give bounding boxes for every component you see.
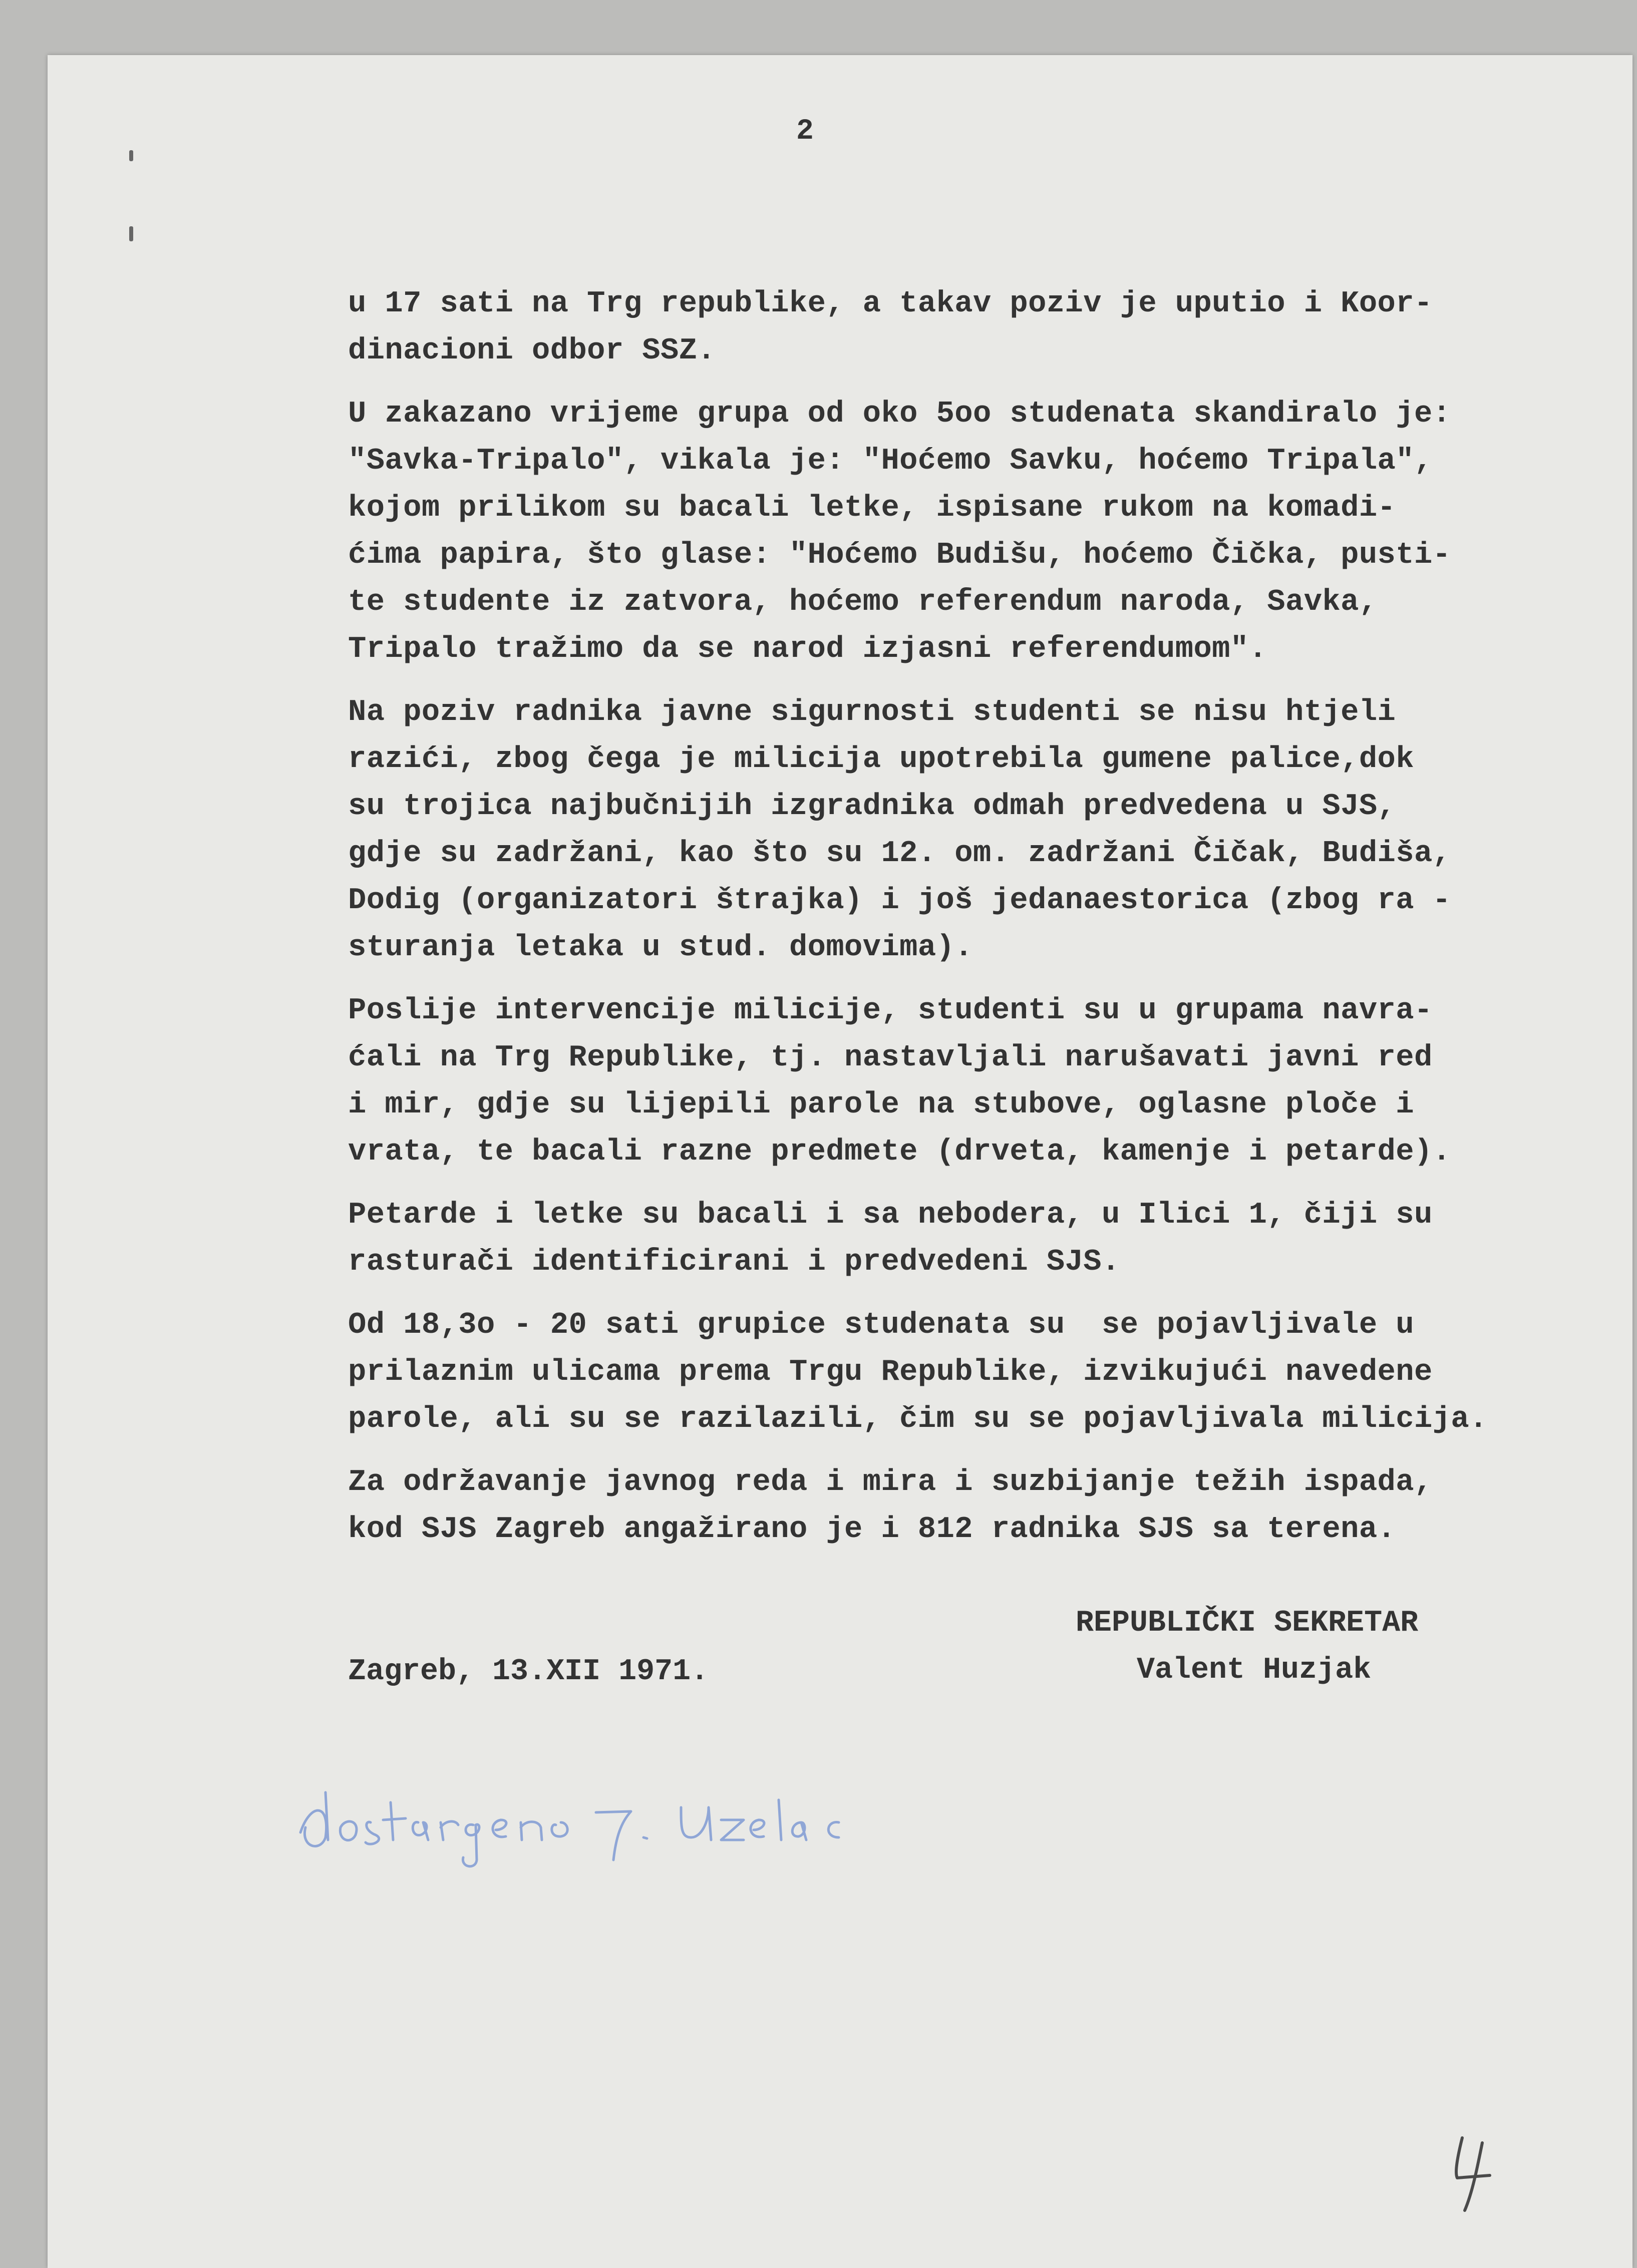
text-line: prilaznim ulicama prema Trgu Republike, izvikujući navedene: [348, 1355, 1433, 1389]
signature-name: Valent Huzjak: [1137, 1653, 1372, 1687]
page-number: 2: [796, 115, 814, 148]
document-date: Zagreb, 13.XII 1971.: [348, 1655, 709, 1689]
text-line: ćima papira, što glase: "Hoćemo Budišu, hoćemo Čička, pusti-: [348, 538, 1451, 572]
text-line: kojom prilikom su bacali letke, ispisane rukom na komadi-: [348, 491, 1396, 525]
text-line: U zakazano vrijeme grupa od oko 5oo studenata skandiralo je:: [348, 397, 1451, 431]
text-line: Dodig (organizatori štrajka) i još jedanaestorica (zbog ra -: [348, 884, 1451, 918]
paragraph-gap: [348, 673, 1560, 689]
text-line: gdje su zadržani, kao što su 12. om. zadržani Čičak, Budiša,: [348, 837, 1451, 871]
text-line: dinacioni odbor SSZ.: [348, 334, 716, 368]
text-line: parole, ali su se razilazili, čim su se pojavljivala milicija.: [348, 1402, 1488, 1436]
text-line: Petarde i letke su bacali i sa nebodera, u Ilici 1, čiji su: [348, 1198, 1433, 1232]
text-line: "Savka-Tripalo", vikala je: "Hoćemo Savku, hoćemo Tripala",: [348, 444, 1433, 478]
paragraph-gap: [348, 374, 1560, 391]
signature-title: REPUBLIČKI SEKRETAR: [1076, 1606, 1419, 1640]
text-line: Za održavanje javnog reda i mira i suzbijanje težih ispada,: [348, 1465, 1433, 1499]
text-line: te studente iz zatvora, hoćemo referendum naroda, Savka,: [348, 585, 1378, 619]
margin-mark: [129, 150, 133, 161]
text-line: Tripalo tražimo da se narod izjasni referendumom".: [348, 632, 1267, 666]
handwritten-page-number: [1442, 2128, 1502, 2218]
paragraph-gap: [348, 1443, 1560, 1459]
margin-mark: [129, 226, 133, 241]
handwritten-note: [290, 1772, 851, 1872]
paragraph-gap: [348, 971, 1560, 987]
text-line: su trojica najbučnijih izgradnika odmah predvedena u SJS,: [348, 790, 1396, 824]
document-body: [348, 280, 1560, 1553]
text-line: ćali na Trg Republike, tj. nastavljali narušavati javni red: [348, 1041, 1433, 1075]
text-line: Na poziv radnika javne sigurnosti studenti se nisu htjeli: [348, 695, 1396, 729]
text-line: u 17 sati na Trg republike, a takav poziv je uputio i Koor-: [348, 287, 1433, 321]
text-line: i mir, gdje su lijepili parole na stubove, oglasne ploče i: [348, 1088, 1414, 1122]
text-line: vrata, te bacali razne predmete (drveta, kamenje i petarde).: [348, 1135, 1451, 1169]
text-line: Od 18,3o - 20 sati grupice studenata su se pojavljivale u: [348, 1308, 1414, 1342]
text-line: kod SJS Zagreb angažirano je i 812 radnika SJS sa terena.: [348, 1513, 1396, 1547]
text-line: razići, zbog čega je milicija upotrebila gumene palice,dok: [348, 742, 1414, 777]
text-line: sturanja letaka u stud. domovima).: [348, 931, 973, 965]
text-line: rasturači identificirani i predvedeni SJS.: [348, 1245, 1120, 1279]
paragraph-gap: [348, 1176, 1560, 1192]
text-line: Poslije intervencije milicije, studenti su u grupama navra-: [348, 994, 1433, 1028]
paragraph-gap: [348, 1286, 1560, 1302]
